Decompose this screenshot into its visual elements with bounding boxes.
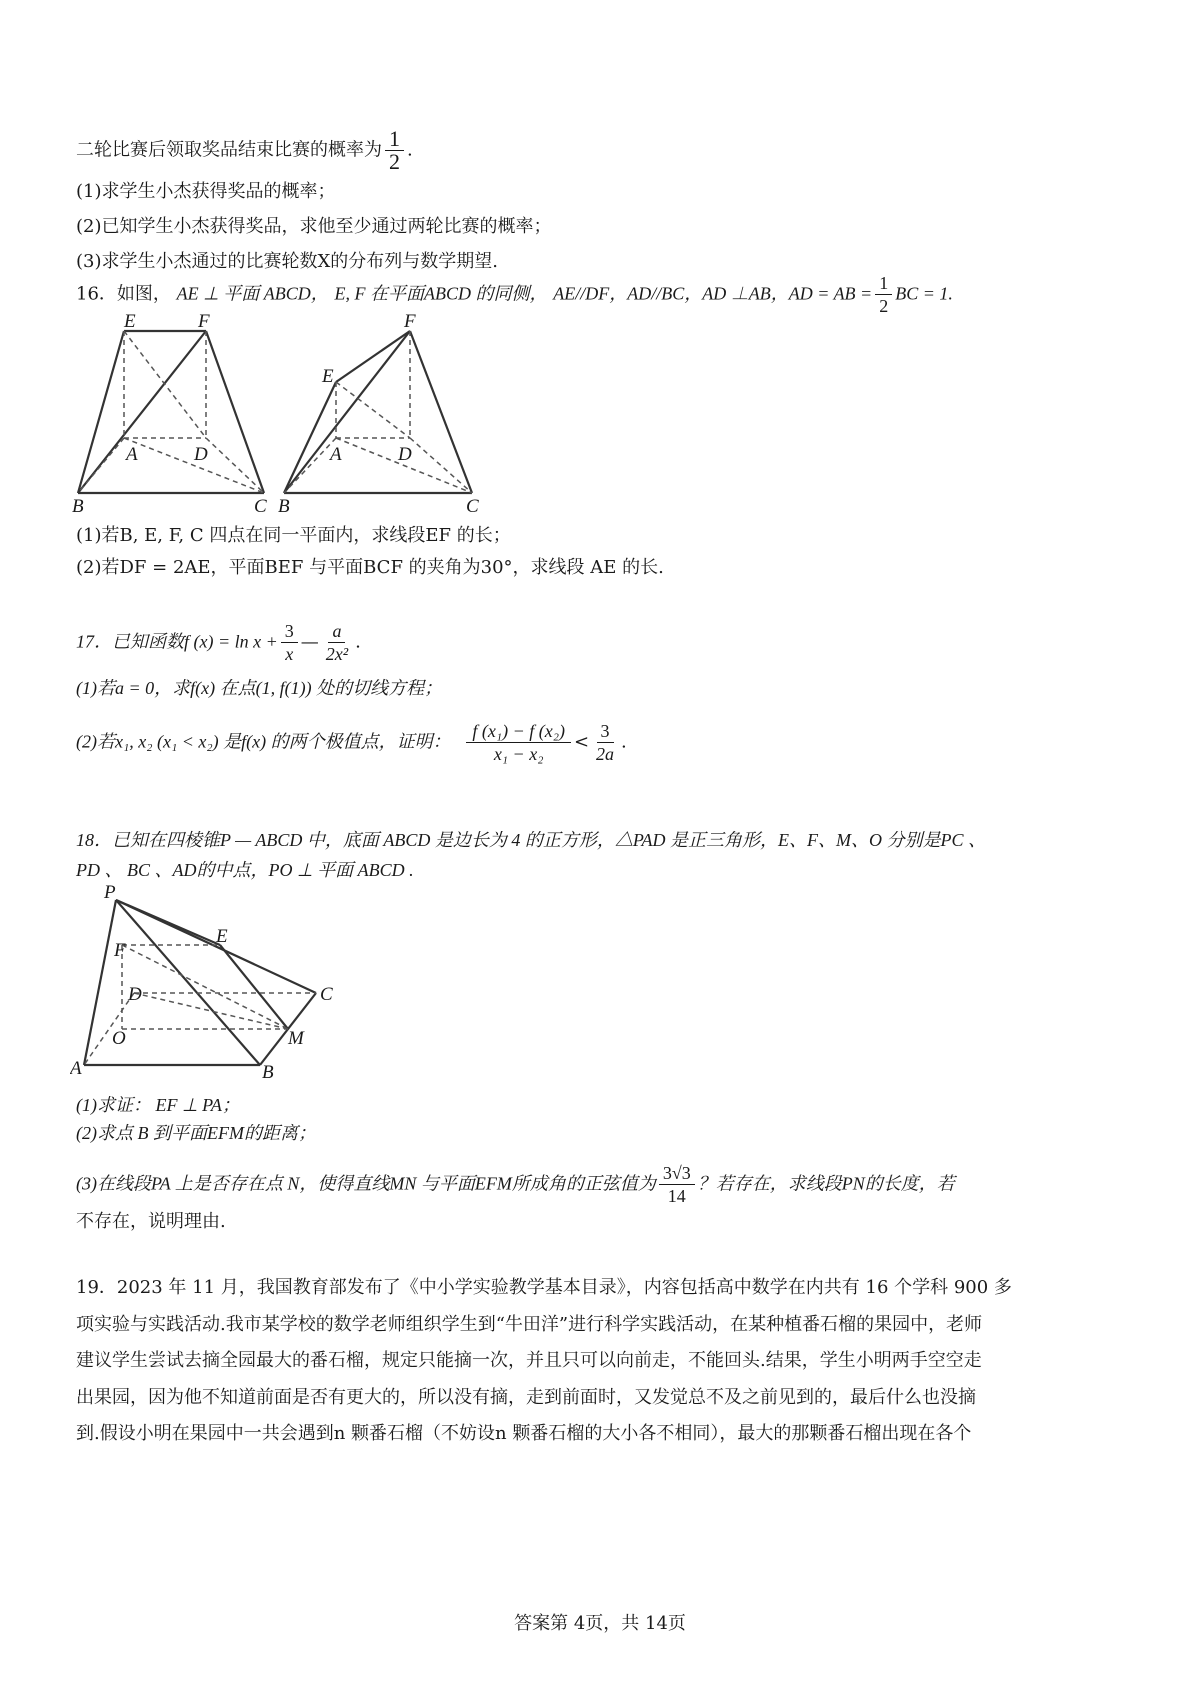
q19-line3: 建议学生尝试去摘全园最大的番石榴，规定只能摘一次，并且只可以向前走，不能回头.结果，学生小明两手空空走 [76, 1350, 982, 1371]
q15-intro-line: 二轮比赛后领取奖品结束比赛的概率为 $\frac{1}{2}$ . [76, 126, 413, 174]
q17-proof-fraction: $\frac{\text{f (x₁) − f (x₂)}}{\text{x₁ − x₂}}$ [466, 720, 571, 765]
label-left-D: D [194, 444, 208, 465]
q18-sub2: (2)求点 B 到平面EFM的距离； [76, 1123, 316, 1143]
q16-fraction: $\frac{1}{2}$ [875, 272, 892, 317]
label-right-B: B [278, 496, 290, 515]
label-C: C [320, 984, 333, 1005]
q18-line2: PD 、 BC 、AD的中点，PO ⊥ 平面 ABCD . [76, 860, 414, 880]
label-left-E: E [124, 311, 136, 332]
label-right-F: F [404, 311, 416, 332]
q15-sub1: (1)求学生小杰获得奖品的概率； [76, 181, 336, 202]
label-right-C: C [466, 496, 479, 515]
q17-stem: 17．已知函数f (x) = ln x + $\frac{3}{x}$ — $\frac{a}{\text{2x²}}$ . [76, 621, 361, 664]
label-left-A: A [126, 444, 138, 465]
page-footer: 答案第 4页，共 14页 [514, 1613, 686, 1634]
half-fraction: $\frac{1}{2}$ [385, 128, 404, 173]
label-right-A: A [330, 444, 342, 465]
label-E: E [216, 926, 228, 947]
q17-sub1: (1)若a = 0，求f(x) 在点(1, f(1)) 处的切线方程； [76, 678, 443, 698]
q15-intro-text: 二轮比赛后领取奖品结束比赛的概率为 [76, 139, 382, 161]
label-left-F: F [198, 311, 210, 332]
q15-sub3: (3)求学生小杰通过的比赛轮数X的分布列与数学期望. [76, 251, 499, 272]
q18-sub3-cont: 不存在，说明理由. [76, 1211, 226, 1232]
q16-sub2: (2)若DF = 2AE，平面BEF 与平面BCF 的夹角为30°，求线段 AE 的长. [76, 557, 664, 578]
q16-figures [72, 310, 492, 515]
label-left-B: B [72, 496, 84, 515]
label-B: B [262, 1062, 274, 1082]
q19-line2: 项实验与实践活动.我市某学校的数学老师组织学生到“牛田洋”进行科学实践活动，在某种植番石榴的果园中，老师 [76, 1314, 983, 1335]
label-P: P [104, 882, 116, 903]
q19-line5: 到.假设小明在果园中一共会遇到n 颗番石榴（不妨设n 颗番石榴的大小各不相同），最大的那颗番石榴出现在各个 [76, 1423, 972, 1444]
label-left-C: C [254, 496, 267, 515]
q17-sub2: (2)若x₁, x₂ (x₁ < x₂) 是f(x) 的两个极值点，证明： $\frac{\text{f (x₁) − f (x₂)}}{\text{x₁ − x₂}}$ < $\frac{3}{2a}$ . [76, 721, 627, 764]
q16-stem: 16．如图， AE ⊥ 平面 ABCD， E, F 在平面ABCD 的同侧， AE//DF，AD//BC，AD ⊥AB，AD = AB = $\frac{1}{2}$ BC = 1. [76, 273, 953, 316]
q18-sub3: (3)在线段PA 上是否存在点 N，使得直线MN 与平面EFM所成角的正弦值为 $\frac{3√3}{14}$ ？若存在，求线段PN的长度，若 [76, 1163, 955, 1206]
label-O: O [112, 1028, 126, 1049]
label-right-D: D [398, 444, 412, 465]
q15-sub2: (2)已知学生小杰获得奖品，求他至少通过两轮比赛的概率； [76, 216, 552, 237]
label-right-E: E [322, 366, 334, 387]
label-D: D [128, 984, 142, 1005]
q18-line1: 18．已知在四棱锥P — ABCD 中，底面 ABCD 是边长为 4 的正方形，△PAD 是正三角形，E、F、M、O 分别是PC 、 [76, 830, 986, 850]
q17-frac2: $\frac{a}{\text{2x²}}$ [325, 621, 349, 664]
q17-rhs-fraction: $\frac{3}{2a}$ [596, 721, 615, 764]
q19-line1: 19．2023 年 11 月，我国教育部发布了《中小学实验教学基本目录》，内容包括高中数学在内共有 16 个学科 900 多 [76, 1277, 1012, 1298]
label-A: A [70, 1058, 82, 1079]
q19-line4: 出果园，因为他不知道前面是否有更大的，所以没有摘，走到前面时，又发觉总不及之前见到的，最后什么也没摘 [76, 1387, 976, 1408]
q16-sub1: (1)若B, E, F, C 四点在同一平面内，求线段EF 的长； [76, 525, 511, 546]
label-M: M [288, 1028, 304, 1049]
q18-figure [70, 882, 350, 1082]
q18-sine-fraction: $\frac{3√3}{14}$ [659, 1162, 695, 1207]
q17-frac1: $\frac{3}{x}$ [281, 620, 298, 665]
q18-sub1: (1)求证： EF ⊥ PA； [76, 1095, 240, 1115]
label-F: F [114, 940, 126, 961]
